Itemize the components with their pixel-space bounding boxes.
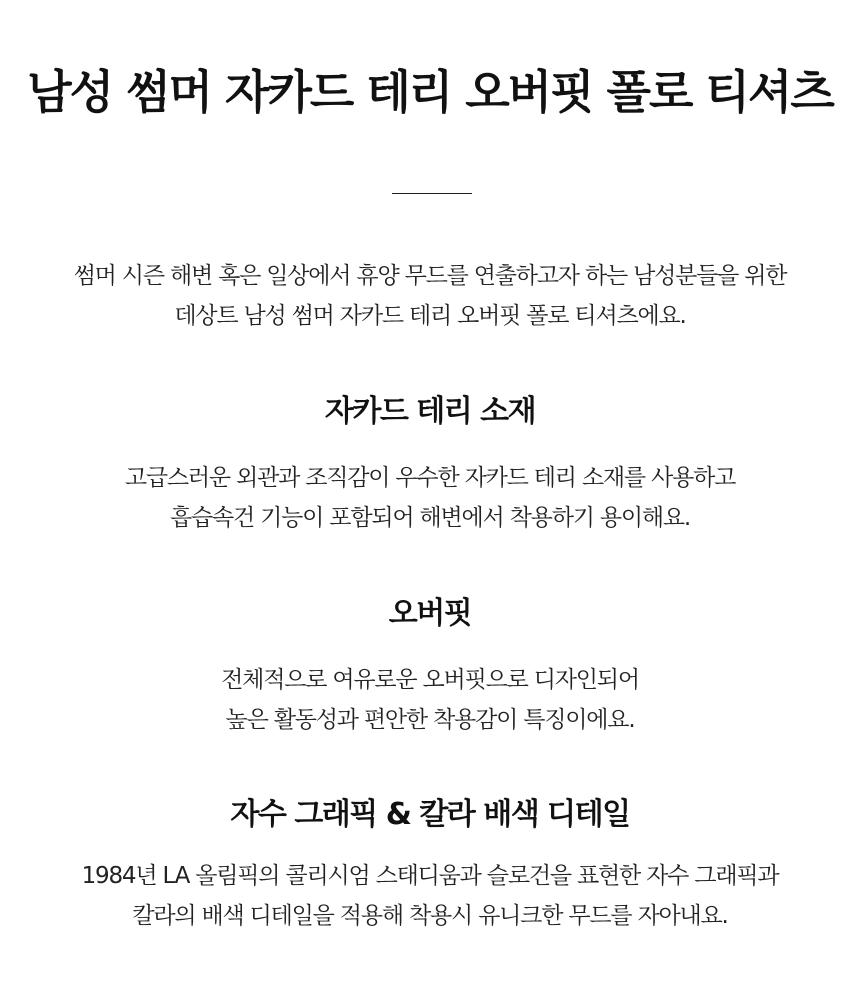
section-heading-material: 자카드 테리 소재 xyxy=(324,394,536,429)
section-heading-detail: 자수 그래픽 & 칼라 배색 디테일 xyxy=(230,797,630,832)
section-line: 칼라의 배색 디테일을 적용해 착용시 유니크한 무드를 자아내요. xyxy=(132,903,728,929)
section-paragraph-overfit xyxy=(0,660,860,740)
section-line: 고급스러운 외관과 조직감이 우수한 자카드 테리 소재를 사용하고 xyxy=(124,465,736,491)
title-divider xyxy=(392,193,472,194)
intro-paragraph xyxy=(0,256,860,336)
intro-line: 데상트 남성 썸머 자카드 테리 오버핏 폴로 티셔츠에요. xyxy=(174,303,686,329)
section-heading-overfit: 오버핏 xyxy=(388,596,472,631)
section-paragraph-detail xyxy=(0,856,860,936)
section-paragraph-material xyxy=(0,458,860,538)
section-line: 1984년 LA 올림픽의 콜리시엄 스태디움과 슬로건을 표현한 자수 그래픽과 xyxy=(81,863,779,889)
section-line: 흡습속건 기능이 포함되어 해변에서 착용하기 용이해요. xyxy=(169,505,691,531)
page-title: 남성 썸머 자카드 테리 오버핏 폴로 티셔츠 xyxy=(27,65,833,119)
section-line: 전체적으로 여유로운 오버핏으로 디자인되어 xyxy=(221,667,639,693)
intro-line: 썸머 시즌 해변 혹은 일상에서 휴양 무드를 연출하고자 하는 남성분들을 위한 xyxy=(73,263,787,289)
section-line: 높은 활동성과 편안한 착용감이 특징이에요. xyxy=(225,707,635,733)
